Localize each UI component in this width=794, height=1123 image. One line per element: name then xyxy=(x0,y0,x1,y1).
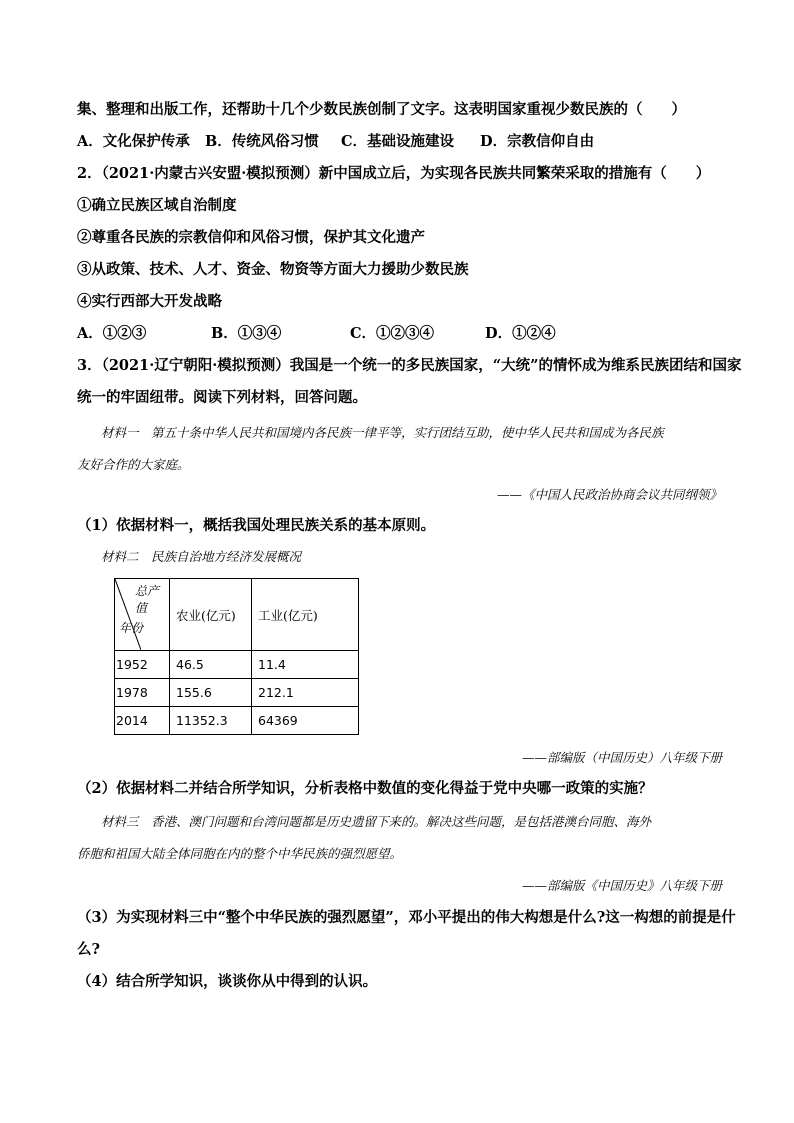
table-header-row xyxy=(115,579,359,651)
cell-agriculture: 11352.3 xyxy=(170,707,252,735)
q2-stem: 2．（2021·内蒙古兴安盟·模拟预测）新中国成立后，为实现各民族共同繁荣采取的措施有（ ） xyxy=(77,165,711,182)
material3-source: ——部编版《中国历史》八年级下册 xyxy=(521,878,722,893)
material3-line1: 材料三 香港、澳门问题和台湾问题都是历史遗留下来的。解决这些问题，是包括港澳台同胞、海外 xyxy=(101,814,652,829)
material2-title: 材料二 民族自治地方经济发展概况 xyxy=(101,549,302,564)
header-agriculture: 农业(亿元) xyxy=(170,579,252,651)
table-row xyxy=(115,651,359,679)
q1-options xyxy=(77,132,594,152)
sub-question-3-line1: （3）为实现材料三中“整个中华民族的强烈愿望”，邓小平提出的伟大构想是什么?这一构想的前提是什 xyxy=(77,909,736,926)
q2-option-d: D．①②④ xyxy=(485,325,556,342)
cell-industry: 11.4 xyxy=(252,651,359,679)
q3-stem-line1: 3．（2021·辽宁朝阳·模拟预测）我国是一个统一的多民族国家，“大统”的情怀成为维系民族团结和国家 xyxy=(77,357,742,374)
cell-agriculture: 155.6 xyxy=(170,679,252,707)
header-industry: 工业(亿元) xyxy=(252,579,359,651)
table-row xyxy=(115,679,359,707)
table-row xyxy=(115,707,359,735)
material2-source: ——部编版（中国历史）八年级下册 xyxy=(521,750,722,765)
q2-option-a: A．①②③ xyxy=(77,325,147,342)
economy-table xyxy=(114,578,359,735)
material3-line2: 侨胞和祖国大陆全体同胞在内的整个中华民族的强烈愿望。 xyxy=(77,846,403,861)
cell-year: 1952 xyxy=(115,651,170,679)
q2-item-4: ④实行西部大开发战略 xyxy=(77,293,222,310)
cell-year: 1978 xyxy=(115,679,170,707)
sub-question-3-line2: 么? xyxy=(77,941,100,958)
q2-option-c: C．①②③④ xyxy=(350,325,435,342)
diagonal-header-cell xyxy=(115,579,170,651)
q1-option-b: B．传统风俗习惯 xyxy=(205,133,319,150)
diag-top-label: 总产值 xyxy=(135,584,160,615)
material1-source: ——《中国人民政治协商会议共同纲领》 xyxy=(496,487,722,502)
q2-item-1: ①确立民族区域自治制度 xyxy=(77,197,237,214)
q2-options xyxy=(77,324,556,344)
cell-industry: 212.1 xyxy=(252,679,359,707)
cell-agriculture: 46.5 xyxy=(170,651,252,679)
q3-stem-line2: 统一的牢固纽带。阅读下列材料，回答问题。 xyxy=(77,389,367,406)
intro-line: 集、整理和出版工作，还帮助十几个少数民族创制了文字。这表明国家重视少数民族的（ ） xyxy=(77,101,686,118)
q2-option-b: B．①③④ xyxy=(211,325,282,342)
diag-bottom-label: 年份 xyxy=(119,621,144,635)
cell-industry: 64369 xyxy=(252,707,359,735)
material1-line2: 友好合作的大家庭。 xyxy=(77,457,190,472)
q1-option-a: A．文化保护传承 xyxy=(77,133,190,150)
q1-option-d: D．宗教信仰自由 xyxy=(480,133,595,150)
q2-item-2: ②尊重各民族的宗教信仰和风俗习惯，保护其文化遗产 xyxy=(77,229,425,246)
sub-question-2: （2）依据材料二并结合所学知识，分析表格中数值的变化得益于党中央哪一政策的实施？ xyxy=(77,780,653,797)
q1-option-c: C．基础设施建设 xyxy=(341,133,455,150)
cell-year: 2014 xyxy=(115,707,170,735)
sub-question-4: （4）结合所学知识，谈谈你从中得到的认识。 xyxy=(77,973,378,990)
q2-item-3: ③从政策、技术、人才、资金、物资等方面大力援助少数民族 xyxy=(77,261,469,278)
sub-question-1: （1）依据材料一，概括我国处理民族关系的基本原则。 xyxy=(77,517,436,534)
material1-line1: 材料一 第五十条中华人民共和国境内各民族一律平等，实行团结互助，使中华人民共和国成为各民族 xyxy=(101,425,664,440)
